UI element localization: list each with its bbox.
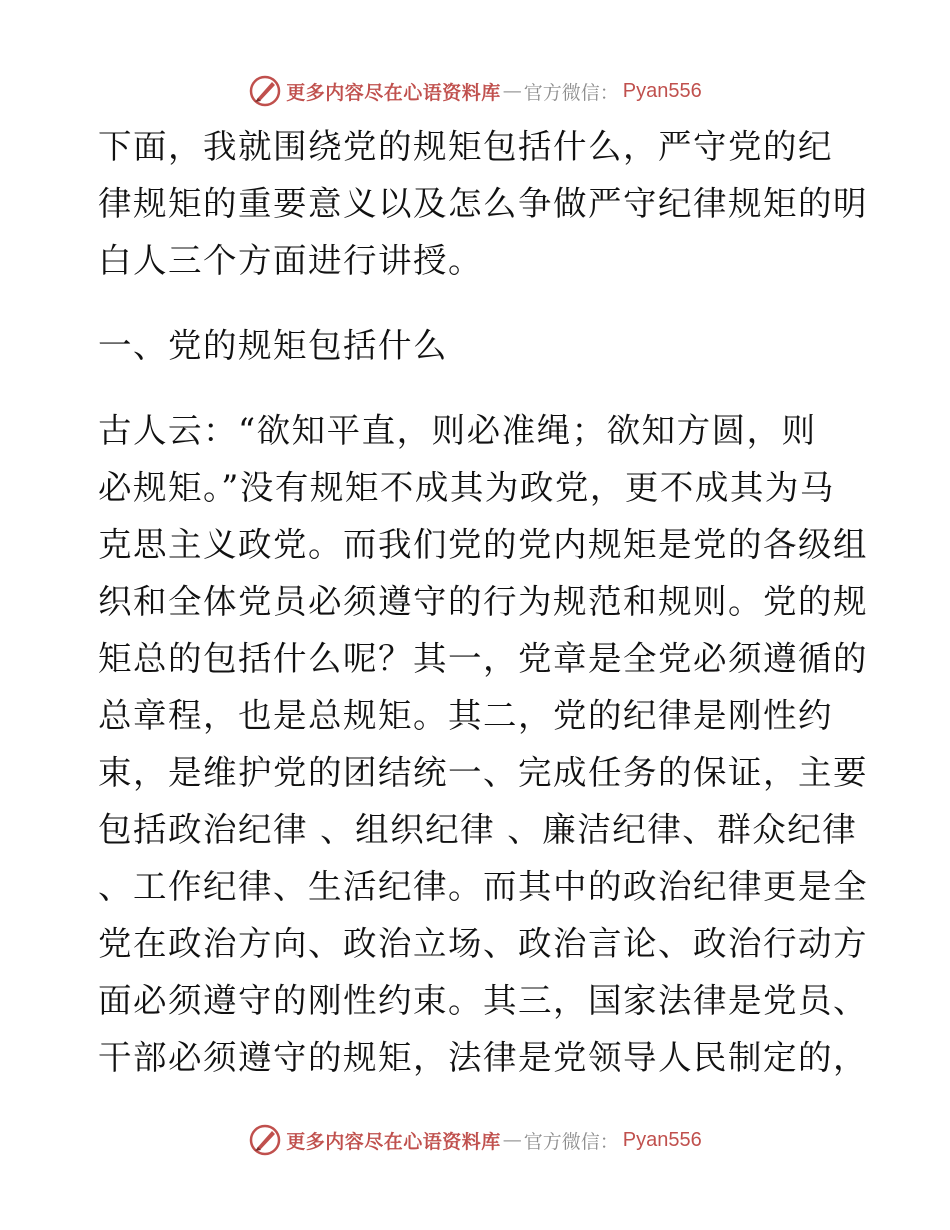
body-line: 党在政治方向、政治立场、政治言论、政治行动方 <box>98 924 868 963</box>
section-heading-text: 一、党的规矩包括什么 <box>98 326 448 365</box>
body-line: 、工作纪律、生活纪律。而其中的政治纪律更是全 <box>98 867 868 906</box>
quill-seal-icon <box>248 1123 282 1157</box>
section-heading <box>98 317 858 374</box>
intro-line: 白人三个方面进行讲授。 <box>98 241 483 280</box>
body-paragraph <box>98 402 868 1086</box>
intro-paragraph <box>98 118 868 289</box>
body-line: 干部必须遵守的规矩，法律是党领导人民制定的， <box>98 1038 868 1077</box>
footer-watermark <box>0 1120 950 1160</box>
watermark-main-text: 更多内容尽在心语资料库 <box>286 1130 501 1153</box>
watermark-separator: — <box>502 80 522 102</box>
watermark-separator: — <box>502 1129 522 1151</box>
body-line: 束，是维护党的团结统一、完成任务的保证，主要 <box>98 753 868 792</box>
body-line: 面必须遵守的刚性约束。其三，国家法律是党员、 <box>98 981 868 1020</box>
intro-line: 律规矩的重要意义以及怎么争做严守纪律规矩的明 <box>98 184 868 223</box>
document-body <box>98 118 868 1086</box>
watermark-official-label: 官方微信： <box>523 1130 619 1153</box>
body-line: 古人云：“欲知平直，则必准绳；欲知方圆，则 <box>98 411 817 450</box>
watermark-wechat-id: Pyan556 <box>622 1128 702 1151</box>
body-line: 包括政治纪律 、组织纪律 、廉洁纪律、群众纪律 <box>98 810 858 849</box>
header-watermark <box>0 71 950 111</box>
body-line: 织和全体党员必须遵守的行为规范和规则。党的规 <box>98 582 868 621</box>
body-line: 必规矩。”没有规矩不成其为政党，更不成其为马 <box>98 468 835 507</box>
body-line: 矩总的包括什么呢？其一，党章是全党必须遵循的 <box>98 639 868 678</box>
quill-seal-icon <box>248 74 282 108</box>
intro-line: 下面，我就围绕党的规矩包括什么，严守党的纪 <box>98 127 833 166</box>
watermark-wechat-id: Pyan556 <box>622 79 702 102</box>
watermark-official-label: 官方微信： <box>523 81 619 104</box>
body-line: 总章程，也是总规矩。其二，党的纪律是刚性约 <box>98 696 833 735</box>
body-line: 克思主义政党。而我们党的党内规矩是党的各级组 <box>98 525 868 564</box>
watermark-main-text: 更多内容尽在心语资料库 <box>286 81 501 104</box>
